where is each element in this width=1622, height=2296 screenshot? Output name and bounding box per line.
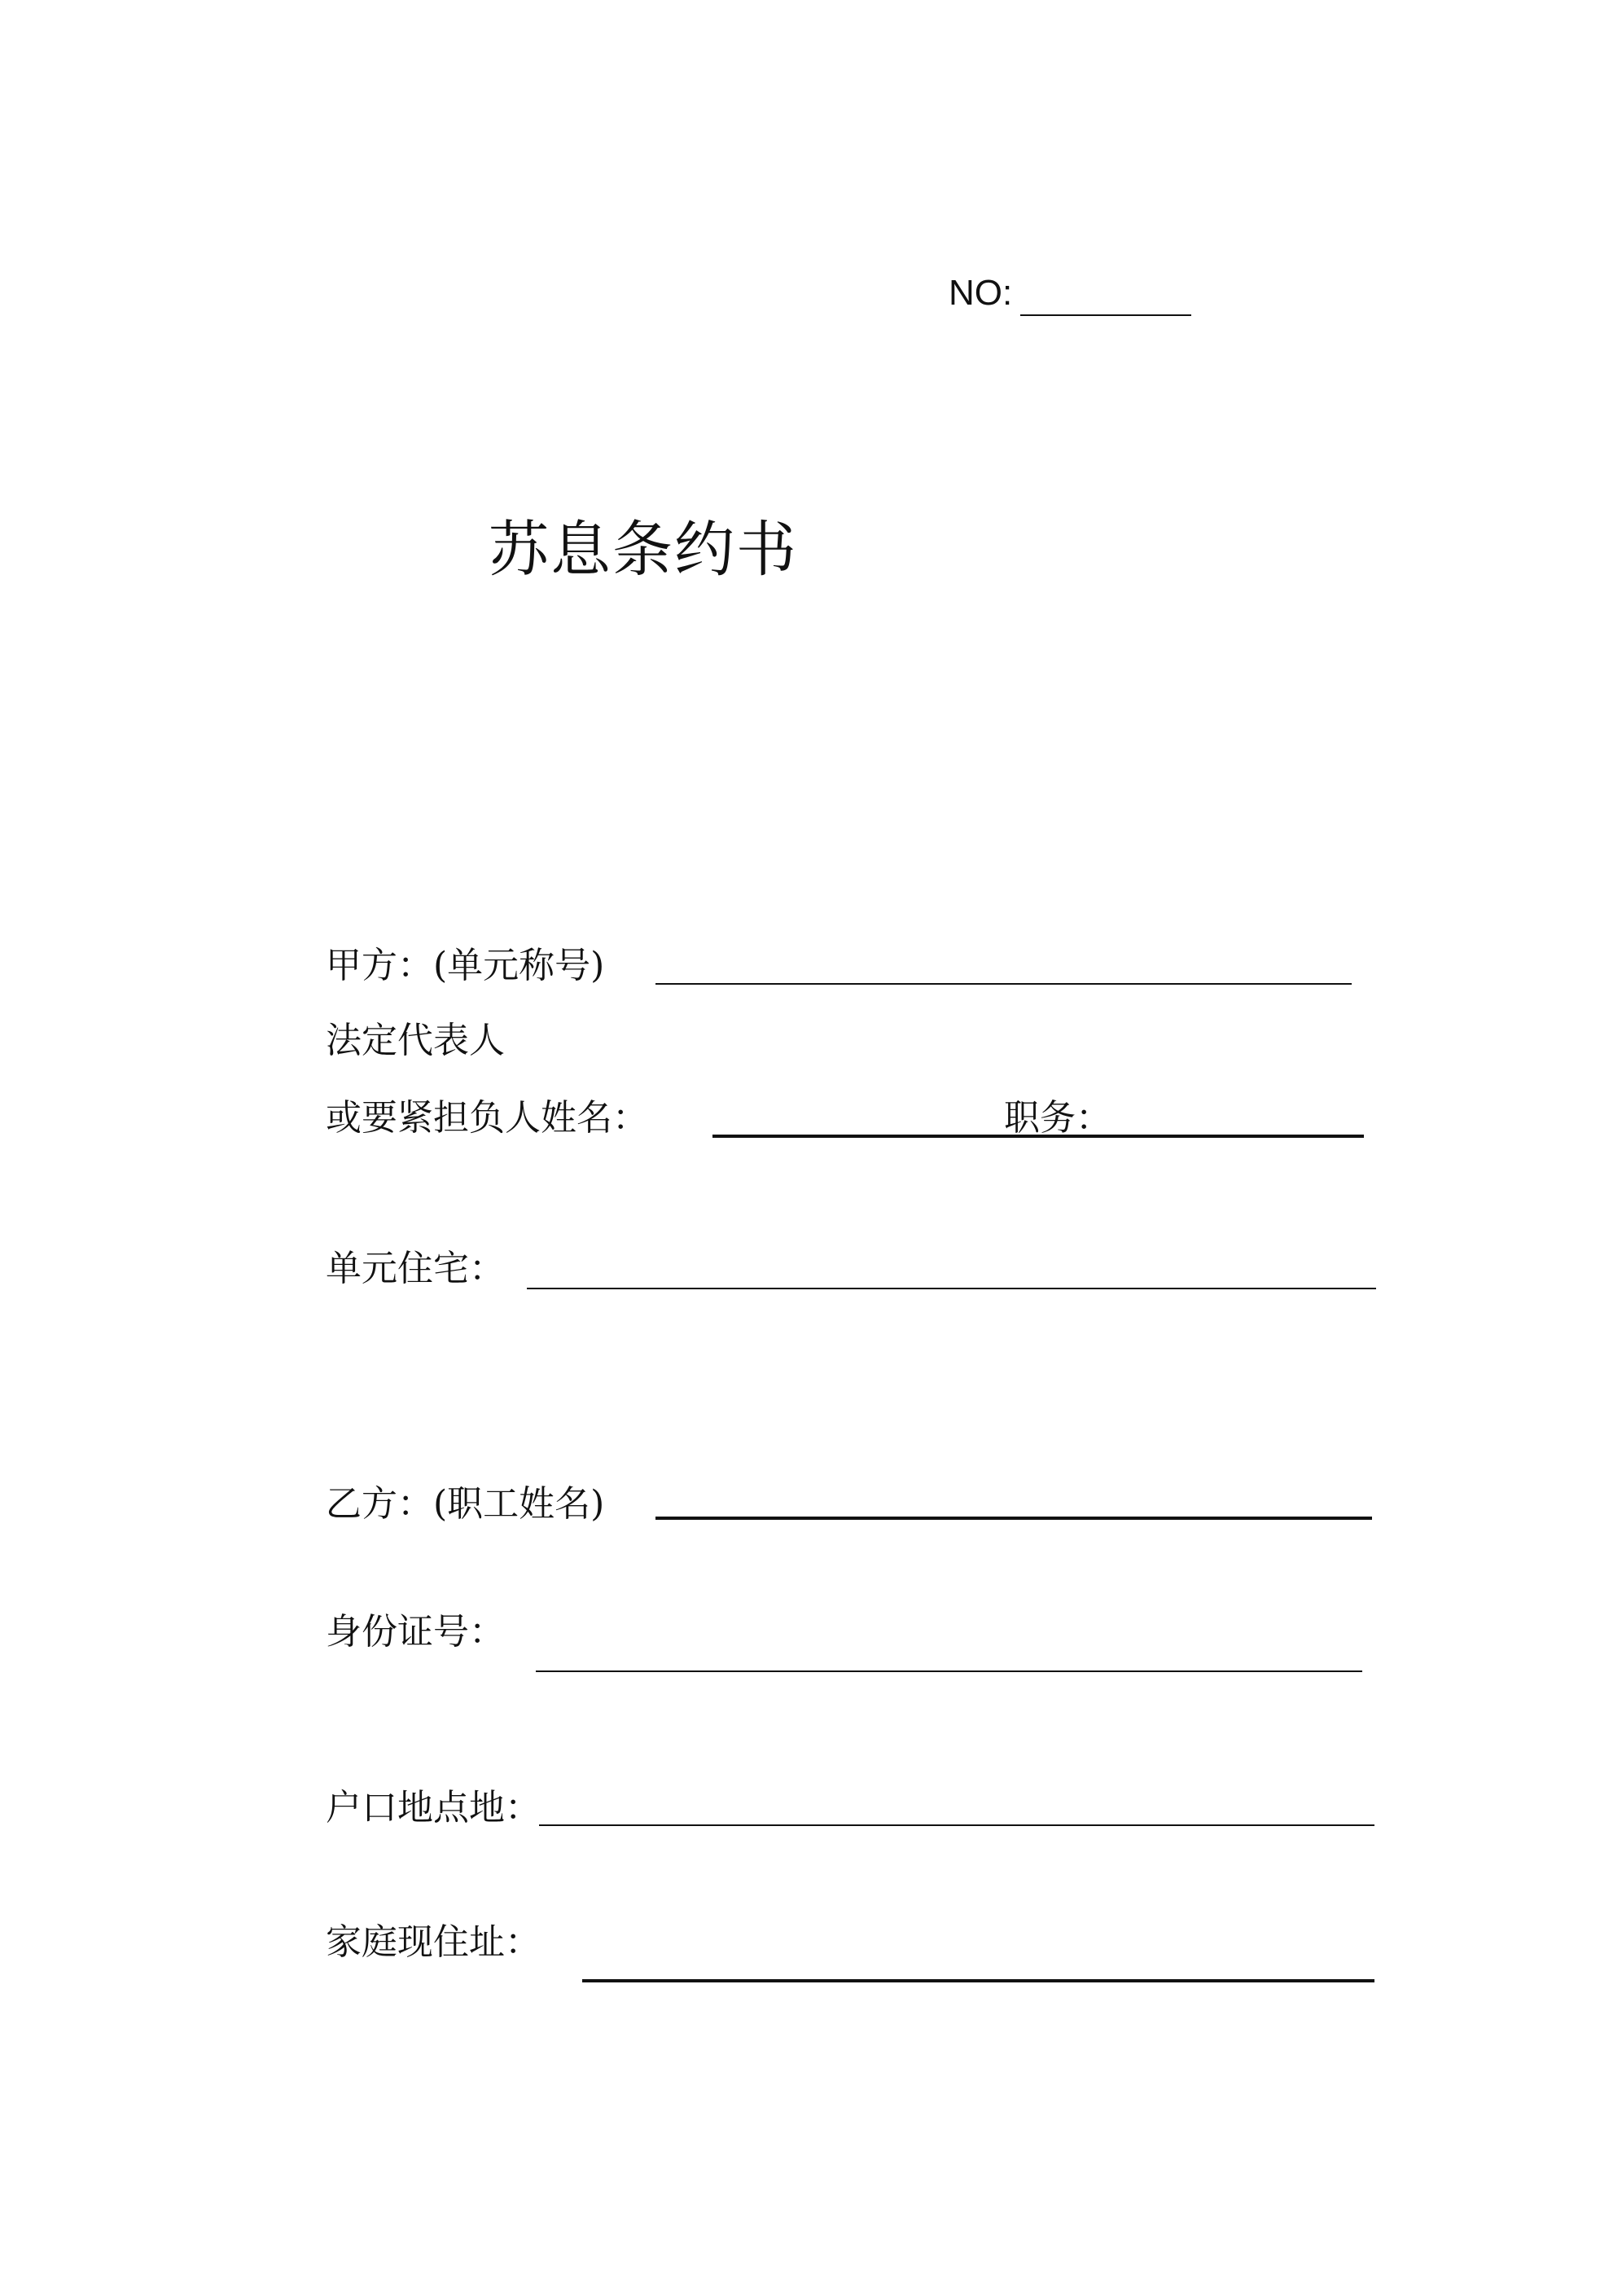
doc-number-field[interactable] — [1020, 314, 1191, 316]
legal-rep-label: 法定代表人 — [326, 1020, 505, 1061]
unit-address-field[interactable] — [527, 1288, 1376, 1289]
id-number-label: 身份证号： — [326, 1611, 505, 1653]
party-b-employee-name-field[interactable] — [655, 1517, 1372, 1520]
id-number-field[interactable] — [536, 1670, 1362, 1672]
home-address-field[interactable] — [582, 1979, 1374, 1982]
home-address-label: 家庭现住址： — [326, 1921, 541, 1963]
doc-number-label: NO: — [949, 273, 1013, 313]
household-register-label: 户口地点地： — [326, 1787, 541, 1828]
party-b-employee-name-label: 乙方：(职工姓名) — [326, 1483, 605, 1525]
party-a-unit-name-field[interactable] — [655, 983, 1352, 985]
household-register-field[interactable] — [539, 1824, 1374, 1826]
unit-address-label: 单元住宅： — [326, 1248, 505, 1289]
position-label: 职务： — [1004, 1097, 1111, 1139]
principal-name-label: 或要紧担负人姓名： — [326, 1097, 648, 1139]
party-a-unit-name-label: 甲方：(单元称号) — [326, 945, 605, 986]
page-title: 苏息条约书 — [489, 515, 798, 585]
